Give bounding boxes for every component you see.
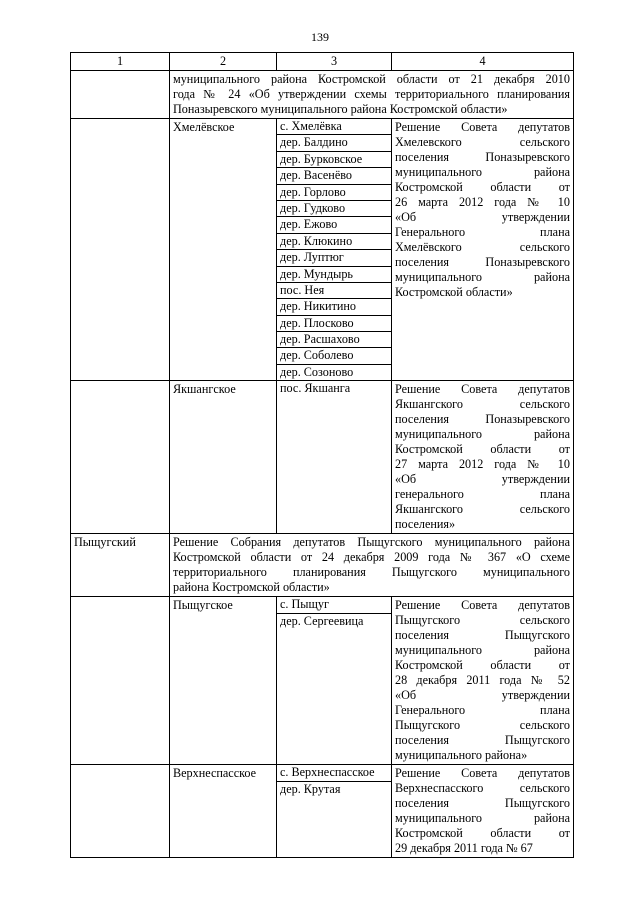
- locality-item: с. Хмелёвка: [277, 119, 391, 135]
- locality-item: пос. Якшанга: [280, 381, 351, 396]
- district-plan-text: [170, 534, 574, 597]
- localities-list: [277, 765, 391, 797]
- locality-item: дер. Клюкино: [277, 234, 391, 250]
- district-row-continuation: [71, 71, 574, 119]
- decision-line: поселения»: [395, 517, 456, 532]
- decision-line: Хмелёвского сельского: [395, 240, 570, 254]
- localities-list: [277, 381, 391, 396]
- decision-line: «Об утверждении: [395, 472, 570, 487]
- settlement-row-pyshchugskoe: [71, 597, 574, 765]
- settlement-name: Пыщугское: [170, 597, 277, 765]
- settlement-name: Верхнеспасское: [170, 765, 277, 858]
- district-cell-empty: [71, 765, 170, 858]
- locality-item: дер. Плосково: [277, 316, 391, 332]
- decision-cell: [392, 119, 574, 381]
- decision-line: Решение Совета депутатов: [395, 382, 570, 397]
- decision-line: Хмелевского сельского: [395, 135, 570, 149]
- decision-line: поселения Поназыревского: [395, 412, 570, 427]
- locality-item: дер. Луптюг: [277, 250, 391, 266]
- decision-line: Костромской области от: [395, 442, 570, 457]
- header-col-1: 1: [71, 53, 170, 71]
- localities-list: [277, 597, 391, 629]
- settlement-row-yakshangskoe: [71, 381, 574, 534]
- locality-item: дер. Балдино: [277, 135, 391, 151]
- decision-line: муниципального района: [395, 165, 570, 179]
- decision-line: поселения Пыщугского: [395, 733, 570, 748]
- decision-cell: [392, 765, 574, 858]
- decision-line: муниципального района»: [395, 748, 528, 763]
- text-line: Поназыревского муниципального района Костромской области»: [173, 102, 508, 116]
- district-name: Пыщугский: [71, 534, 170, 597]
- text-line: района Костромской области»: [173, 580, 330, 595]
- district-row-pyshchugsky: [71, 534, 574, 597]
- decision-line: Генерального плана: [395, 703, 570, 718]
- decision-line: Костромской области»: [395, 285, 513, 299]
- text-line: муниципального района Костромской области от 21 декабря 2010: [173, 72, 570, 86]
- district-cell-empty: [71, 119, 170, 381]
- header-col-2: 2: [170, 53, 277, 71]
- locality-item: дер. Созоново: [280, 364, 354, 379]
- decision-line: муниципального района: [395, 643, 570, 658]
- table-header-row: [71, 53, 574, 71]
- localities-cell: [277, 765, 392, 858]
- settlement-name: Якшангское: [170, 381, 277, 534]
- decision-cell: [392, 381, 574, 534]
- locality-item: с. Верхнеспасское: [277, 765, 391, 781]
- settlement-name: Хмелёвское: [170, 119, 277, 381]
- decision-line: Генерального плана: [395, 225, 570, 239]
- locality-item: дер. Ежово: [277, 217, 391, 233]
- locality-item: дер. Сергеевица: [280, 613, 364, 628]
- decision-line: поселения Поназыревского: [395, 150, 570, 164]
- localities-cell: [277, 381, 392, 534]
- decision-line: 29 декабря 2011 года № 67: [395, 841, 533, 856]
- decision-line: 28 декабря 2011 года № 52: [395, 673, 570, 688]
- locality-item: дер. Никитино: [277, 299, 391, 315]
- decision-line: Решение Совета депутатов: [395, 598, 570, 613]
- text-line: года № 24 «Об утверждении схемы территориального планирования: [173, 87, 570, 101]
- text-line: территориального планирования Пыщугского муниципального: [173, 565, 570, 580]
- decision-cell: [392, 597, 574, 765]
- decision-line: 27 марта 2012 года № 10: [395, 457, 570, 472]
- locality-item: дер. Горлово: [277, 185, 391, 201]
- decision-line: поселения Поназыревского: [395, 255, 570, 269]
- decision-line: «Об утверждении: [395, 210, 570, 224]
- locality-item: дер. Бурковское: [277, 152, 391, 168]
- locality-item: пос. Нея: [277, 283, 391, 299]
- decision-line: Верхнеспасского сельского: [395, 781, 570, 796]
- locality-item: дер. Соболево: [277, 348, 391, 364]
- page-number: 139: [311, 30, 329, 44]
- text-line: Костромской области от 24 декабря 2009 года № 367 «О схеме: [173, 550, 570, 565]
- locality-item: дер. Крутая: [280, 781, 341, 796]
- decision-line: Пыщугского сельского: [395, 613, 570, 628]
- decision-line: «Об утверждении: [395, 688, 570, 703]
- text-line: Решение Собрания депутатов Пыщугского муниципального района: [173, 535, 570, 550]
- district-plan-text: [170, 71, 574, 119]
- decision-line: Решение Совета депутатов: [395, 120, 570, 134]
- decision-line: муниципального района: [395, 427, 570, 442]
- decision-line: Костромской области от: [395, 826, 570, 841]
- decision-line: 26 марта 2012 года № 10: [395, 195, 570, 209]
- locality-item: дер. Васенёво: [277, 168, 391, 184]
- settlement-row-verhnespasskoe: [71, 765, 574, 858]
- locality-item: дер. Мундырь: [277, 267, 391, 283]
- decision-line: Якшангского сельского: [395, 502, 570, 517]
- decision-line: Пыщугского сельского: [395, 718, 570, 733]
- header-col-4: 4: [392, 53, 574, 71]
- decision-line: муниципального района: [395, 811, 570, 826]
- header-col-3: 3: [277, 53, 392, 71]
- district-cell-empty: [71, 71, 170, 119]
- localities-cell: [277, 119, 392, 381]
- decision-line: генерального плана: [395, 487, 570, 502]
- decision-line: Костромской области от: [395, 180, 570, 194]
- locality-item: с. Пыщуг: [277, 597, 391, 613]
- settlement-row-hmelevskoe: [71, 119, 574, 381]
- decision-line: муниципального района: [395, 270, 570, 284]
- locality-item: дер. Гудково: [277, 201, 391, 217]
- decision-line: Костромской области от: [395, 658, 570, 673]
- district-cell-empty: [71, 597, 170, 765]
- decision-line: Решение Совета депутатов: [395, 766, 570, 781]
- locality-item: дер. Расшахово: [277, 332, 391, 348]
- settlements-table: [70, 52, 574, 858]
- decision-line: поселения Пыщугского: [395, 628, 570, 643]
- decision-line: Якшангского сельского: [395, 397, 570, 412]
- localities-list: [277, 119, 391, 380]
- decision-line: поселения Пыщугского: [395, 796, 570, 811]
- district-cell-empty: [71, 381, 170, 534]
- localities-cell: [277, 597, 392, 765]
